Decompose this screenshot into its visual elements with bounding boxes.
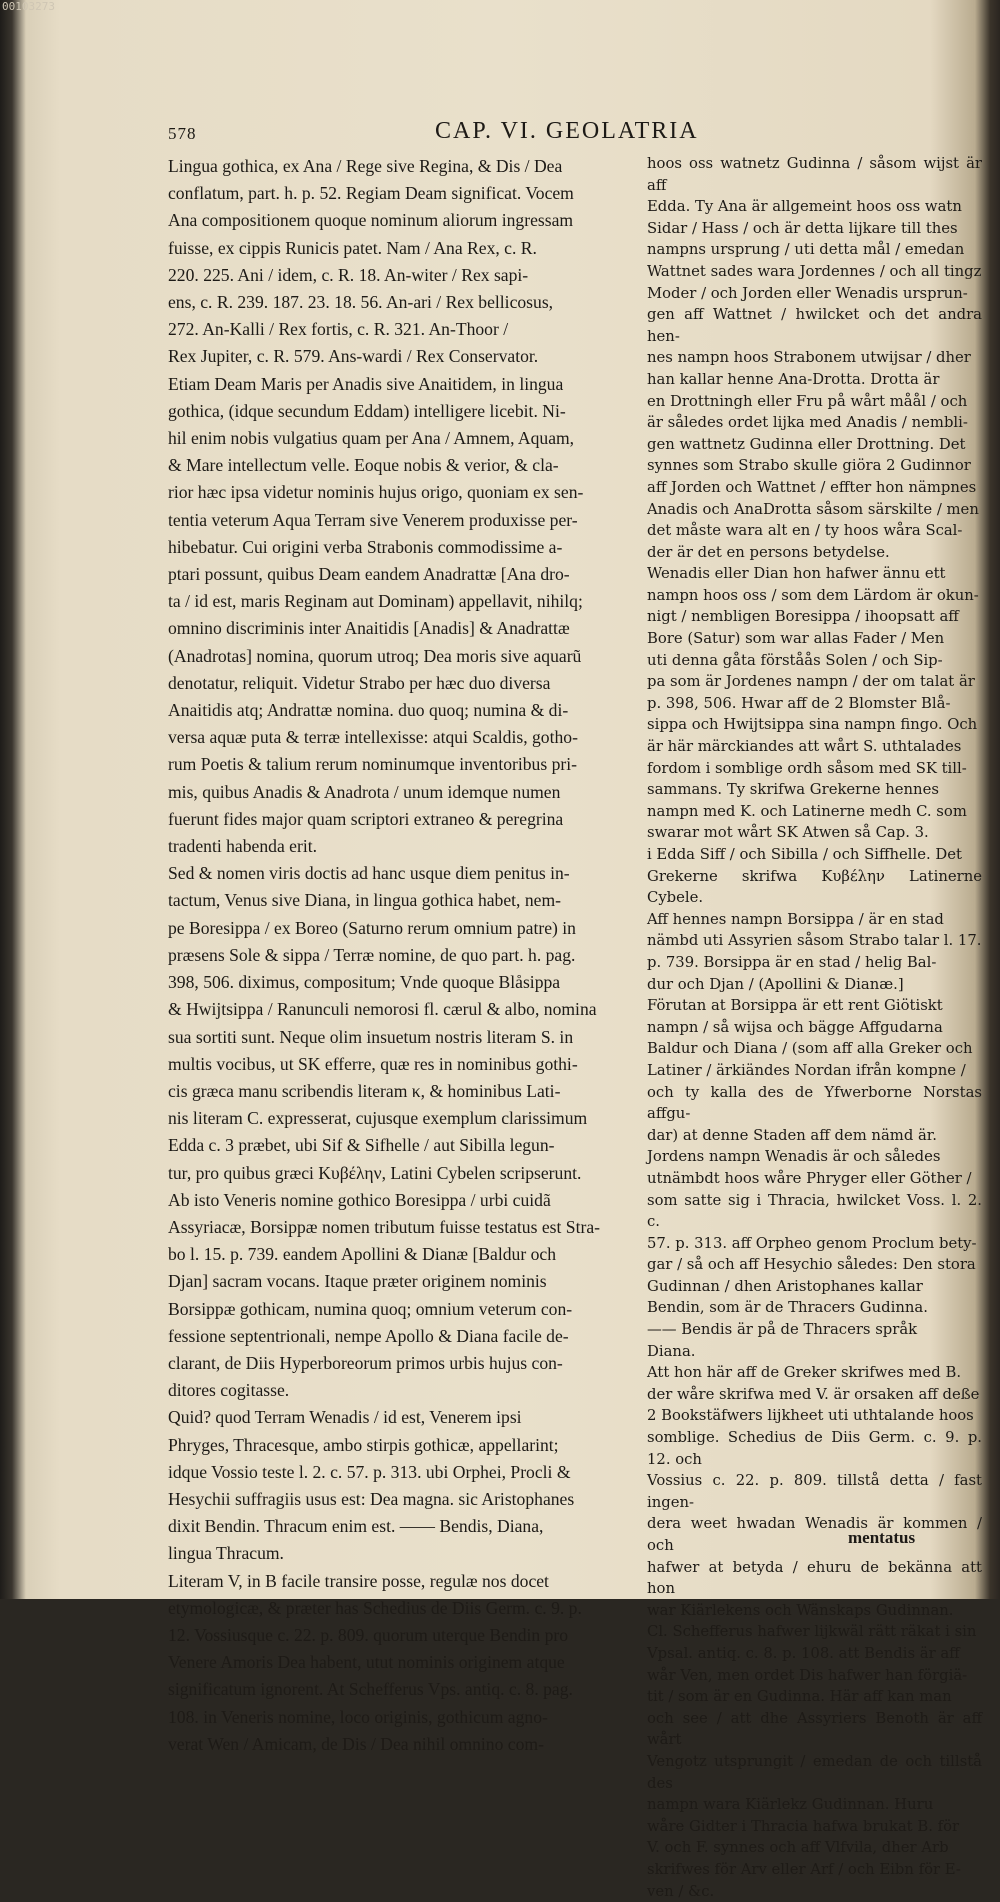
catchword: mentatus — [848, 1528, 916, 1547]
swedish-column: hoos oss watnetz Gudinna / såsom wijst är aff Edda. Ty Ana är allgemeint hoos oss watn Sidar / Hass / och är detta lijkare till thes nampns ursprung / uti detta mål / emedan Wattnet sades wara Jordennes / och all tingz Moder / och Jorden eller Wenadis ursprun- gen aff Wattnet / hwilcket och det andra hen- nes nampn hoos Strabonem utwijsar / dher han kallar henne Ana-Drotta. Drotta är en Drottningh eller Fru på wårt måål / och är således ordet lijka med Anadis / nembli- gen wattnetz Gudinna eller Drottning. Det synnes som Strabo skulle giöra 2 Gudinnor aff Jorden och Wattnet / effter hon nämpnes Anadis och AnaDrotta såsom särskilte / men det måste wara alt en / ty hoos wåra Scal- der är det en persons betydelse. Wenadis eller Dian hon hafwer ännu ett nampn hoos oss / som dem Lärdom är okun- nigt / nembligen Boresippa / ihoopsatt aff Bore (Satur) som war allas Fader / Men uti denna gåta förståås Solen / och Sip- pa som är Jordenes nampn / der om talat är p. 398, 506. Hwar aff de 2 Blomster Blå- sippa och Hwijtsippa sina nampn fingo. Och är här märckiandes att wårt S. uthtalades fordom i somblige ordh såsom med SK till- sammans. Ty skrifwa Grekerne hennes nampn med K. och Latinerne medh C. som swarar mot wårt SK Atwen så Cap. 3. i Edda Siff / och Sibilla / och Siffhelle. Det Grekerne skrifwa Κυβέλην Latinerne Cybele. Aff hennes nampn Borsippa / är en stad nämbd uti Assyrien såsom Strabo talar l. 17. p. 739. Borsippa är en stad / helig Bal- dur och Djan / (Apollini & Dianæ.] Förutan at Borsippa är ett rent Giötiskt nampn / så wijsa och bägge Affgudarna Baldur och Diana / (som aff alla Greker och Latiner / ärkiändes Nordan ifrån kompne / och ty kalla des de Yfwerborne Norstas affgu- dar) at denne Staden aff dem nämd är. Jordens nampn Wenadis är och således utnämbdt hoos wåre Phryger eller Göther / som satte sig i Thracia, hwilcket Voss. l. 2. c. 57. p. 313. aff Orpheo genom Proclum bety- gar / så och aff Hesychio således: Den stora Gudinnan / dhen Aristophanes kallar Bendin, som är de Thracers Gudinna. —— Bendis är på de Thracers språk Diana. Att hon här aff de Greker skrifwes med B. der wåre skrifwa med V. är orsaken aff deße 2 Bookstäfwers lijkheet uti uthtalande hoos somblige. Schedius de Diis Germ. c. 9. p. 12. och Vossius c. 22. p. 809. tillstå detta / fast ingen- dera weet hwadan Wenadis är kommen / och hafwer at betyda / ehuru de bekänna att hon war Kiärlekens och Wänskaps Gudinnan. Cl. Schefferus hafwer lijkwäl rätt räkat i sin Vpsal. antiq. c. 8. p. 108. att Bendis är aff wår Ven, men ordet Dis hafwer han förgiä- tit / som är en Gudinna. Här aff kan man och see / att dhe Assyriers Benoth är aff wårt Vengotz utsprungit / emedan de och tillstå des nampn wara Kiärlekz Gudinnan. Huru wåre Gidter i Thracia hafwa brukat B. för V. och F. synnes och aff Vlfvila, dher Arb skrifwes för Arv eller Arf / och Eibn för E- ven / &c. — [647, 155, 982, 1900]
running-head: CAP. VI. GEOLATRIA — [435, 118, 699, 144]
page-header — [150, 118, 850, 150]
latin-column: Lingua gothica, ex Ana / Rege sive Regina, & Dis / Dea conflatum, part. h. p. 52. Regiam Deam significat. Vocem Ana compositionem quoque nominum aliorum ingressam fuisse, ex cippis Runicis patet. Nam / Ana Rex, c. R. 220. 225. Ani / idem, c. R. 18. An-witer / Rex sapi- ens, c. R. 239. 187. 23. 18. 56. An-ari / Rex bellicosus, 272. An-Kalli / Rex fortis, c. R. 321. An-Thoor / Rex Jupiter, c. R. 579. Ans-wardi / Rex Conservator. Etiam Deam Maris per Anadis sive Anaitidem, in lingua gothica, (idque secundum Eddam) intelligere licebit. Ni- hil enim nobis vulgatius quam per Ana / Amnem, Aquam, & Mare intellectum velle. Eoque nobis & verior, & cla- rior hæc ipsa videtur nominis hujus origo, quoniam ex sen- tentia veterum Aqua Terram sive Venerem produxisse per- hibebatur. Cui origini verba Strabonis commodissime a- ptari possunt, quibus Deam eandem Anadrattæ [Ana dro- ta / id est, maris Reginam aut Dominam) appellavit, nihilq; omnino discriminis inter Anaitidis [Anadis] & Anadrattæ (Anadrotas] nomina, quorum utroq; Dea moris sive aquarũ denotatur, reliquit. Videtur Strabo per hæc duo diversa Anaitidis atq; Andrattæ nomina. duo quoq; numina & di- versa aquæ puta & terræ intellexisse: atqui Scaldis, gotho- rum Poetis & talium rerum nominumque inventoribus pri- mis, quibus Anadis & Anadrota / unum idemque numen fuerunt fides major quam scriptori extraneo & peregrina tradenti habenda erit. Sed & nomen viris doctis ad hanc usque diem penitus in- tactum, Venus sive Diana, in lingua gothica habet, nem- pe Boresippa / ex Boreo (Saturno rerum omnium patre) in præsens Sole & sippa / Terræ nomine, de quo part. h. pag. 398, 506. diximus, compositum; Vnde quoque Blåsippa & Hwijtsippa / Ranunculi nemorosi fl. cærul & albo, nomina sua sortiti sunt. Neque olim insuetum nostris literam S. in multis vocibus, ut SK efferre, quæ res in nominibus gothi- cis græca manu scribendis literam κ, & hominibus Lati- nis literam C. expresserat, cujusque exemplum clarissimum Edda c. 3 præbet, ubi Sif & Sifhelle / aut Sibilla legun- tur, pro quibus græci Κυβέλην, Latini Cybelen scripserunt. Ab isto Veneris nomine gothico Boresippa / urbi cuidã Assyriacæ, Borsippæ nomen tributum fuisse testatus est Stra- bo l. 15. p. 739. eandem Apollini & Dianæ [Baldur och Djan] sacram vocans. Itaque præter originem nominis Borsippæ gothicam, numina quoq; omnium veterum con- fessione septentrionali, nempe Apollo & Diana facile de- clarant, de Diis Hyperboreorum primos urbis hujus con- ditores cogitasse. Quid? quod Terram Wenadis / id est, Venerem ipsi Phryges, Thracesque, ambo stirpis gothicæ, appellarint; idque Vossio teste l. 2. c. 57. p. 313. ubi Orphei, Procli & Hesychii suffragiis usus est: Dea magna. sic Aristophanes dixit Bendin. Thracum enim est. —— Bendis, Diana, lingua Thracum. Literam V, in B facile transire posse, regulæ nos docet etymologicæ, & præter has Schedius de Diis Germ. c. 9. p. 12. Vossiusque c. 22. p. 809. quorum uterque Bendin pro Venere Amoris Dea habent, utut nominis originem atque significatum ignorent. At Schefferus Vps. antiq. c. 8. pag. 108. in Veneris nomine, loco originis, gothicum agno- verat Wen / Amicam, de Dis / Dea nihil omnino com- — [168, 156, 600, 1754]
page-number: 578 — [168, 124, 197, 143]
book-page — [150, 118, 982, 1900]
archive-id: 00103273 — [2, 0, 55, 13]
